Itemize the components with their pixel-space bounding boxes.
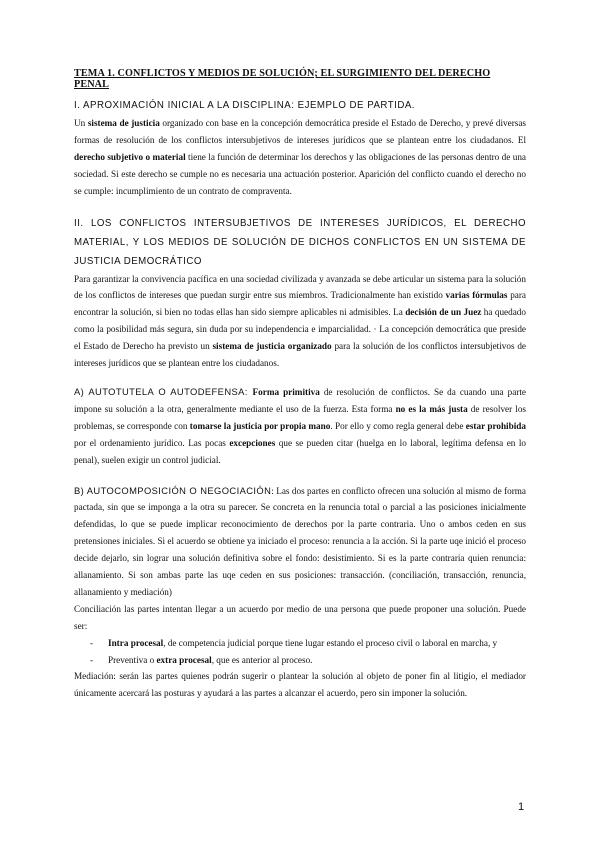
dash-marker: - [90,637,94,648]
text-run: ha quedado como la posibilidad más segura, sin duda por su independencia e imparcialidad. · La concepción democrática que preside el Estado de Derecho ha previsto un [74,307,526,352]
bold-run: derecho subjetivo o material [74,151,186,162]
section2-paragraph [74,271,526,372]
autotutela-paragraph [74,384,526,469]
bold-run: sistema de justicia [87,118,160,128]
bold-run: sistema de justicia organizado [212,341,332,352]
text-run: que se pueden citar (huelga en lo laboral, legítima defensa en lo penal), suelen exigir un control judicial. [74,437,526,465]
document-title: TEMA 1. CONFLICTOS Y MEDIOS DE SOLUCIÓN; EL SURGIMIENTO DEL DERECHO PENAL [74,68,491,90]
bold-run: Intra procesal [108,637,164,648]
autotutela-heading: A) AUTOTUTELA O AUTODEFENSA: [74,385,253,397]
text-run: Para garantizar la convivencia pacífica en una sociedad civilizada y avanzada se debe articular un sistema para la solución de los conflictos de intereses que puedan surgir entre sus miembros. Tradicionalmente han existido [74,273,526,301]
text-run: por el ordenamiento jurídico. Las pocas [74,437,230,448]
list-item [90,652,526,669]
bold-run: estar prohibida [465,420,526,431]
text-run: para encontrar la solución, si bien no todas ellas han sido siempre aplicables ni admisibles. La [74,290,527,318]
text-run: , de competencia judicial porque tiene lugar estando el proceso civil o laboral en marcha, y [163,637,498,648]
section1-paragraph [74,115,526,200]
autocomposicion-paragraph [74,483,526,601]
bold-run: tomarse la justicia por propia mano [189,420,331,431]
bold-run: no es la más justa [395,403,468,414]
text-run: Preventiva o [108,654,157,665]
text-run: organizado con base en la concepción democrática preside el Estado de Derecho, y prevé diversas formas de resolución de los conflictos intersubjetivos de intereses jurídicos que se plantean entre los ciudadanos. El [74,118,526,145]
text-run: de resolver los problemas, se corresponde con [74,403,526,431]
text-run: de resolución de conflictos. Se da cuando una parte impone su solución a la otra, generalmente mediante el uso de la fuerza. Esta forma [74,386,526,414]
bold-run: excepciones [229,437,276,448]
autocomposicion-heading: B) AUTOCOMPOSICIÓN O NEGOCIACIÓN [74,484,272,496]
text-run: para la solución de los conflictos intersubjetivos de intereses jurídicos que se plantean entre los ciudadanos. [74,341,526,369]
bold-run: decisión de un Juez [405,307,482,318]
text-run: , que es anterior al proceso. [211,654,313,665]
list-item [90,635,526,652]
bold-run: Forma primitiva [252,386,320,397]
document-page [74,68,526,702]
bold-run: extra procesal [156,654,212,665]
section2-heading: II. LOS CONFLICTOS INTERSUBJETIVOS DE INTERESES JURÍDICOS, EL DERECHO MATERIAL, Y LOS MEDIOS DE SOLUCIÓN DE DICHOS CONFLICTOS EN UN SISTEMA DE JUSTICIA DEMOCRÁTICO [74,217,526,267]
dash-marker: - [90,654,94,665]
mediacion-paragraph: Mediación: serán las partes quienes podrán sugerir o plantear la solución al objeto de poner fin al litigio, el mediador únicamente acercará las posturas y ayudará a las partes a alcanzar el acuerdo, pero sin imponer la solución. [74,671,526,699]
page-number: 1 [518,801,525,813]
bold-run: varias fórmulas [445,290,508,301]
text-run: . Por ello y como regla general debe [330,420,466,431]
text-run: : Las dos partes en conflicto ofrecen una solución al mismo de forma pactada, sin que se imponga a la otra su parecer. Se concreta en la renuncia total o parcial a las posiciones inicialmente defendidas, lo que se puede implicar reconocimiento de derechos por la parte contraria. Uno o ambos ceden en sus pretensiones iniciales. Si el acuerdo se obtiene ya iniciado el proceso: renuncia a la acción. Si la parte uqe inició el proceso decide dejarlo, sin lograr una solución definitiva sobre el fondo: desistimiento. Si es la parte contraria quien renuncia: allanamiento. Si son ambas parte las uqe ceden en sus posiciones: transacción. (conciliación, transacción, renuncia, allanamiento y mediación) [74,485,526,597]
conciliacion-list [74,635,526,669]
conciliacion-paragraph: Conciliación las partes intentan llegar a un acuerdo por medio de una persona que puede proponer una solución. Puede ser: [74,603,526,631]
text-run: tiene la función de determinar los derechos y las obligaciones de las personas dentro de una sociedad. Si este derecho se cumple no es necesaria una actuación posterior. Aparición del conflicto cuando el derecho no se cumple: incumplimiento de un contrato de compraventa. [74,151,526,196]
section1-heading: I. APROXIMACIÓN INICIAL A LA DISCIPLINA: EJEMPLO DE PARTIDA. [74,100,415,111]
text-run: Un [74,118,88,128]
